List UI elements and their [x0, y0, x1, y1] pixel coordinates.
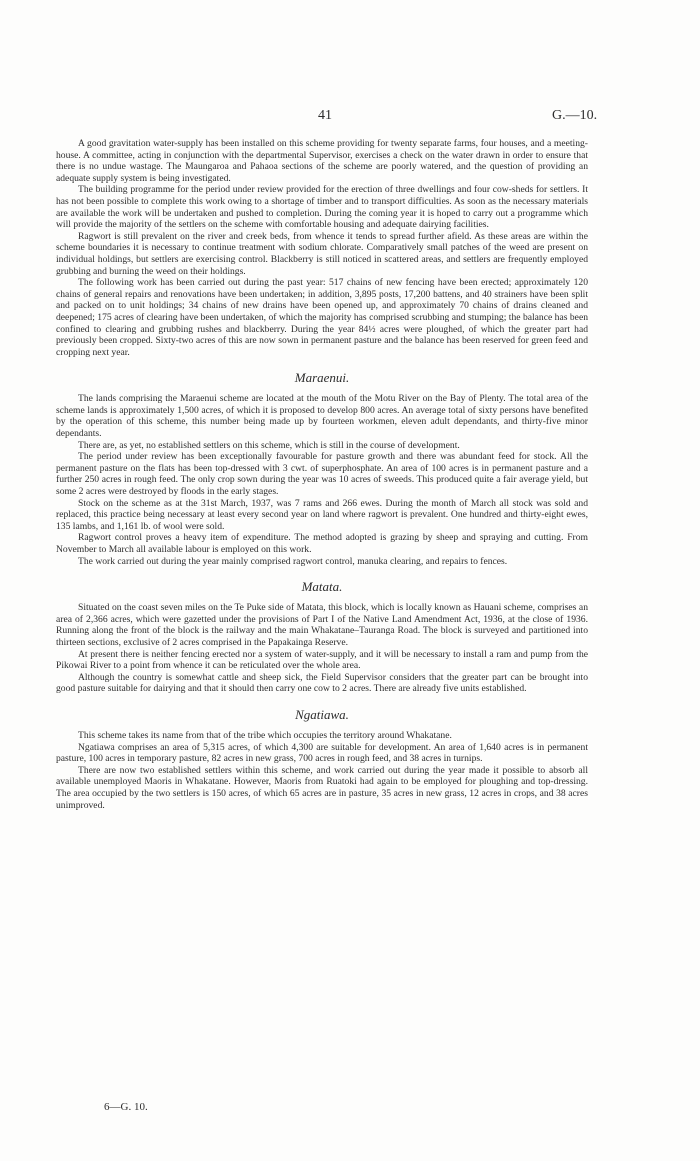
- paragraph: The lands comprising the Maraenui scheme are located at the mouth of the Motu River on the Bay of Plenty. The total area of the scheme lands is approximately 1,500 acres, of which it is proposed to develop 800 acres. An average total of sixty persons have benefited by the operation of this scheme, this number being made up by fourteen workmen, eleven adult dependants, and thirty-five minor dependants.: [56, 393, 588, 440]
- section-matata: [56, 579, 588, 695]
- printer-signature: 6—G. 10.: [104, 1101, 148, 1113]
- paragraph: The following work has been carried out during the past year: 517 chains of new fencing have been erected; approximately 120 chains of general repairs and renovations have been undertaken; in addition, 3,895 posts, 17,200 battens, and 40 strainers have been split and packed on to unit holdings; 34 chains of new drains have been opened up, and approximately 70 chains of drains cleaned and deepened; 175 acres of clearing have been undertaken, of which the majority has comprised scrubbing and stumping; the balance has been confined to clearing and grubbing rushes and blackberry. During the year 84½ acres were ploughed, of which the greater part had previously been cropped. Sixty-two acres of this are now sown in permanent pasture and the balance has been reserved for green feed and cropping next year.: [56, 277, 588, 358]
- section-intro: [56, 138, 588, 358]
- body-text: [56, 138, 588, 811]
- paragraph: Situated on the coast seven miles on the Te Puke side of Matata, this block, which is locally known as Hauani scheme, comprises an area of 2,366 acres, which were gazetted under the provisions of Part I of the Native Land Amendment Act, 1936, at the close of 1936. Running along the front of the block is the railway and the main Whakatane–Tauranga Road. The block is surveyed and partitioned into thirteen sections, exclusive of 2 acres comprised in the Papakainga Reserve.: [56, 602, 588, 648]
- paragraph: The work carried out during the year mainly comprised ragwort control, manuka clearing, and repairs to fences.: [78, 555, 508, 567]
- section-heading: Matata.: [301, 579, 343, 595]
- paragraph: Ngatiawa comprises an area of 5,315 acres, of which 4,300 are suitable for development. An area of 1,640 acres is in permanent pasture, 100 acres in temporary pasture, 82 acres in new grass, 700 acres in rough feed, and 38 acres in turnips.: [56, 741, 588, 765]
- document-reference: G.—10.: [552, 108, 598, 123]
- section-maraenui: [56, 370, 588, 567]
- paragraph: At present there is neither fencing erected nor a system of water-supply, and it will be necessary to install a ram and pump from the Pikowai River to a point from whence it can be reticulated over the whole area.: [56, 648, 588, 672]
- paragraph: There are now two established settlers within this scheme, and work carried out during the year made it possible to absorb all available unemployed Maoris in Whakatane. However, Maoris from Ruatoki had again to be employed for ploughing and top-dressing. The area occupied by the two settlers is 150 acres, of which 65 acres are in pasture, 35 acres in new grass, 12 acres in crops, and 38 acres unimproved.: [56, 764, 588, 811]
- paragraph: A good gravitation water-supply has been installed on this scheme providing for twenty separate farms, four houses, and a meeting-house. A committee, acting in conjunction with the departmental Supervisor, exercises a check on the water drawn in order to ensure that there is no undue wastage. The Maungaroa and Pahaoa sections of the scheme are poorly watered, and the question of providing an adequate supply system is being investigated.: [56, 138, 588, 184]
- paragraph: Ragwort control proves a heavy item of expenditure. The method adopted is grazing by sheep and spraying and cutting. From November to March all available labour is employed on this work.: [56, 532, 588, 555]
- paragraph: Stock on the scheme as at the 31st March, 1937, was 7 rams and 266 ewes. During the month of March all stock was sold and replaced, this practice being necessary at least every second year on land where ragwort is prevalent. One hundred and thirty-eight ewes, 135 lambs, and 1,161 lb. of wool were sold.: [56, 497, 588, 532]
- paragraph: This scheme takes its name from that of the tribe which occupies the territory around Whakatane.: [78, 729, 452, 741]
- page-header: [0, 108, 700, 128]
- page-number: 41: [318, 108, 332, 123]
- paragraph: Ragwort is still prevalent on the river and creek beds, from whence it tends to spread further afield. As these areas are within the scheme boundaries it is necessary to continue treatment with sodium chlorate. Comparatively small patches of the weed are present on individual holdings, but settlers are exercising control. Blackberry is still noticed in scattered areas, and settlers are frequently employed grubbing and burning the weed on their holdings.: [56, 230, 588, 277]
- section-heading: Ngatiawa.: [295, 706, 349, 722]
- section-heading: Maraenui.: [294, 370, 350, 386]
- paragraph: The period under review has been exceptionally favourable for pasture growth and there was abundant feed for stock. All the permanent pasture on the flats has been top-dressed with 3 cwt. of superphosphate. An area of 100 acres is in permanent pasture and a further 250 acres in rough feed. The only crop sown during the year was 10 acres of sweeds. This produced quite a fair average yield, but some 2 acres were destroyed by floods in the early stages.: [56, 451, 588, 498]
- paragraph: Although the country is somewhat cattle and sheep sick, the Field Supervisor considers that the greater part can be brought into good pasture suitable for dairying and that it should then carry one cow to 2 acres. There are already five units established.: [56, 671, 588, 695]
- paragraph: There are, as yet, no established settlers on this scheme, which is still in the course of development.: [78, 439, 460, 451]
- paragraph: The building programme for the period under review provided for the erection of three dwellings and four cow-sheds for settlers. It has not been possible to complete this work owing to a shortage of timber and to transport difficulties. As soon as the necessary materials are available the work will be undertaken and pushed to completion. During the coming year it is hoped to carry out a programme which will provide the majority of the settlers on the scheme with comfortable housing and adequate dairying facilities.: [56, 184, 588, 231]
- section-ngatiawa: [56, 707, 588, 811]
